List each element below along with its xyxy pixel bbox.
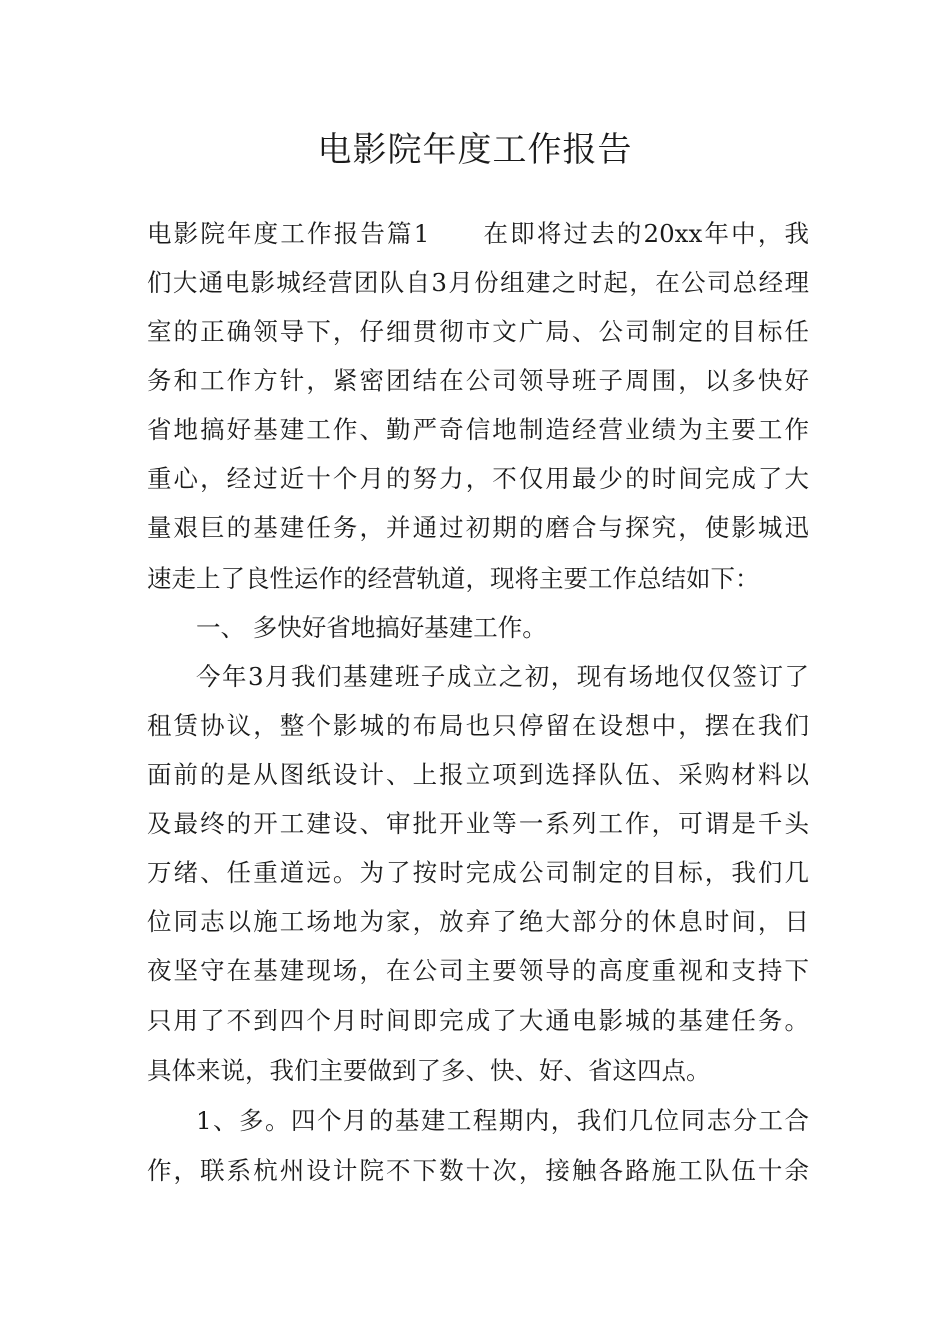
document-title: 电影院年度工作报告	[317, 130, 633, 170]
paragraph-line: 具体来说，我们主要做到了多、快、好、省这四点。	[147, 1056, 711, 1085]
paragraph-line: 务和工作方针，紧密团结在公司领导班子周围，以多快好	[147, 366, 809, 395]
paragraph-line	[147, 217, 809, 251]
intro-heading: 电影院年度工作报告篇1	[147, 219, 430, 248]
paragraph-line: 只用了不到四个月时间即完成了大通电影城的基建任务。	[147, 1006, 809, 1035]
paragraph-line: 速走上了良性运作的经营轨道，现将主要工作总结如下：	[147, 564, 760, 593]
section-heading: 一、 多快好省地搞好基建工作。	[196, 613, 547, 642]
paragraph-line: 们大通电影城经营团队自3月份组建之时起，在公司总经理	[147, 268, 809, 297]
paragraph-line: 位同志以施工场地为家，放弃了绝大部分的休息时间，日	[147, 907, 809, 936]
paragraph-line: 租赁协议，整个影城的布局也只停留在设想中，摆在我们	[147, 711, 809, 740]
paragraph-line: 1、多。四个月的基建工程期内，我们几位同志分工合	[196, 1106, 809, 1135]
paragraph-line: 量艰巨的基建任务，并通过初期的磨合与探究，使影城迅	[147, 513, 809, 542]
paragraph-line: 室的正确领导下，仔细贯彻市文广局、公司制定的目标任	[147, 317, 809, 346]
paragraph-line: 及最终的开工建设、审批开业等一系列工作，可谓是千头	[147, 809, 809, 838]
paragraph-line: 夜坚守在基建现场，在公司主要领导的高度重视和支持下	[147, 956, 809, 985]
paragraph-line: 重心，经过近十个月的努力，不仅用最少的时间完成了大	[147, 464, 809, 493]
line-text: 在即将过去的20xx年中，我	[481, 219, 810, 248]
paragraph-line: 万绪、任重道远。为了按时完成公司制定的目标，我们几	[147, 858, 809, 887]
paragraph-line: 省地搞好基建工作、勤严奇信地制造经营业绩为主要工作	[147, 415, 809, 444]
paragraph-line: 作，联系杭州设计院不下数十次，接触各路施工队伍十余	[147, 1156, 809, 1185]
paragraph-line: 面前的是从图纸设计、上报立项到选择队伍、采购材料以	[147, 760, 809, 789]
paragraph-line: 今年3月我们基建班子成立之初，现有场地仅仅签订了	[196, 662, 809, 691]
